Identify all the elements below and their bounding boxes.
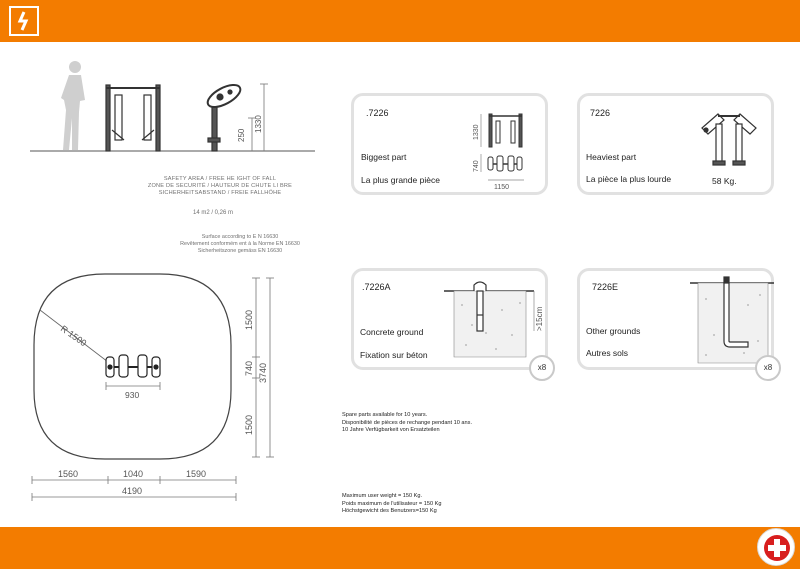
dim-h-4190: 4190	[122, 486, 143, 496]
max-weight-line-fr: Poids maximum de l'utilisateur = 150 Kg	[342, 500, 442, 507]
safety-line-de: SICHERHEITSABSTAND / FREIE FALLHÖHE	[158, 190, 282, 196]
biggest-dim-740: 740	[473, 160, 480, 172]
dim-v-3740: 3740	[258, 362, 268, 383]
dim-h-1040: 1040	[123, 469, 144, 479]
card-biggest-part	[351, 93, 548, 195]
dim-h-1590: 1590	[186, 469, 207, 479]
footer-bar	[0, 527, 800, 569]
other-grounds-drawing	[686, 275, 776, 365]
max-weight-text	[342, 493, 441, 516]
dim-930: 930	[125, 390, 140, 400]
card-other-code: 7226E	[592, 282, 619, 292]
spare-parts-line-en: Spare parts available for 10 years.	[342, 412, 428, 418]
spare-parts-text	[342, 412, 472, 435]
safety-line-en: SAFETY AREA / FREE HE IGHT OF FALL	[163, 176, 277, 182]
header-bar	[0, 0, 800, 42]
card-heaviest-weight: 58 Kg.	[712, 176, 737, 186]
spare-parts-line-fr: Disponibilité de pièces de rechange pendant 10 ans.	[342, 419, 472, 426]
biggest-dim-1330: 1330	[473, 124, 480, 140]
concrete-quantity-badge: x8	[529, 355, 555, 381]
safety-area-value: 14 m2 / 0,26 m	[193, 210, 234, 216]
card-concrete-code: .7226A	[362, 282, 391, 292]
biggest-dim-1150: 1150	[494, 184, 510, 191]
dim-h-1560: 1560	[58, 469, 79, 479]
card-concrete-label-fr: Fixation sur béton	[360, 350, 428, 360]
card-other-grounds	[577, 268, 774, 370]
safety-area-text	[120, 176, 320, 197]
concrete-depth: >15cm	[535, 306, 544, 331]
card-heaviest-label-fr: La pièce la plus lourde	[586, 174, 672, 184]
equipment-front-view	[106, 85, 160, 151]
surface-line-fr: Revêtement conformém ent à la Norme EN 16630	[180, 241, 300, 248]
dim-250: 250	[237, 128, 246, 142]
surface-standard-text	[140, 234, 340, 256]
human-silhouette-icon	[61, 61, 85, 150]
card-other-label-fr: Autres sols	[586, 348, 629, 358]
surface-line-de: Sicherheitszone gemäss EN 16630	[197, 248, 283, 255]
plan-drawing	[0, 270, 300, 505]
max-weight-line-en: Maximum user weight = 150 Kg.	[342, 493, 423, 499]
elevation-drawing	[0, 42, 330, 162]
spare-parts-line-de: 10 Jahre Verfügbarkeit von Ersatzteilen	[342, 427, 440, 434]
surface-line-en: Surface according to E N 16630	[201, 234, 279, 240]
first-aid-icon	[757, 528, 795, 566]
dim-v-1500-bottom: 1500	[244, 414, 254, 435]
dim-1330: 1330	[254, 115, 263, 133]
concrete-fixation-drawing	[442, 275, 546, 363]
dim-v-1500-top: 1500	[244, 309, 254, 330]
card-heaviest-code: 7226	[590, 108, 611, 118]
biggest-part-drawing	[464, 106, 544, 191]
card-biggest-code: .7226	[366, 108, 389, 118]
card-biggest-label-en: Biggest part	[361, 152, 407, 162]
equipment-top-view	[106, 355, 160, 377]
brand-logo-icon	[9, 6, 39, 36]
other-quantity-badge: x8	[755, 355, 781, 381]
card-heaviest-part	[577, 93, 774, 195]
card-concrete-label-en: Concrete ground	[360, 327, 424, 337]
dim-v-740: 740	[244, 360, 254, 376]
card-concrete-ground	[351, 268, 548, 370]
card-heaviest-label-en: Heaviest part	[586, 152, 637, 162]
safety-line-fr: ZONE DE SECURITÉ / HAUTEUR DE CHUTE LI BRE	[147, 183, 293, 189]
max-weight-line-de: Höchstgewicht des Benutzers=150 Kg	[342, 508, 437, 515]
card-other-label-en: Other grounds	[586, 326, 641, 336]
card-biggest-label-fr: La plus grande pièce	[361, 175, 440, 185]
radius-label: R 1500	[58, 323, 89, 349]
red-cross-icon	[764, 535, 790, 561]
heaviest-part-drawing	[690, 106, 770, 174]
